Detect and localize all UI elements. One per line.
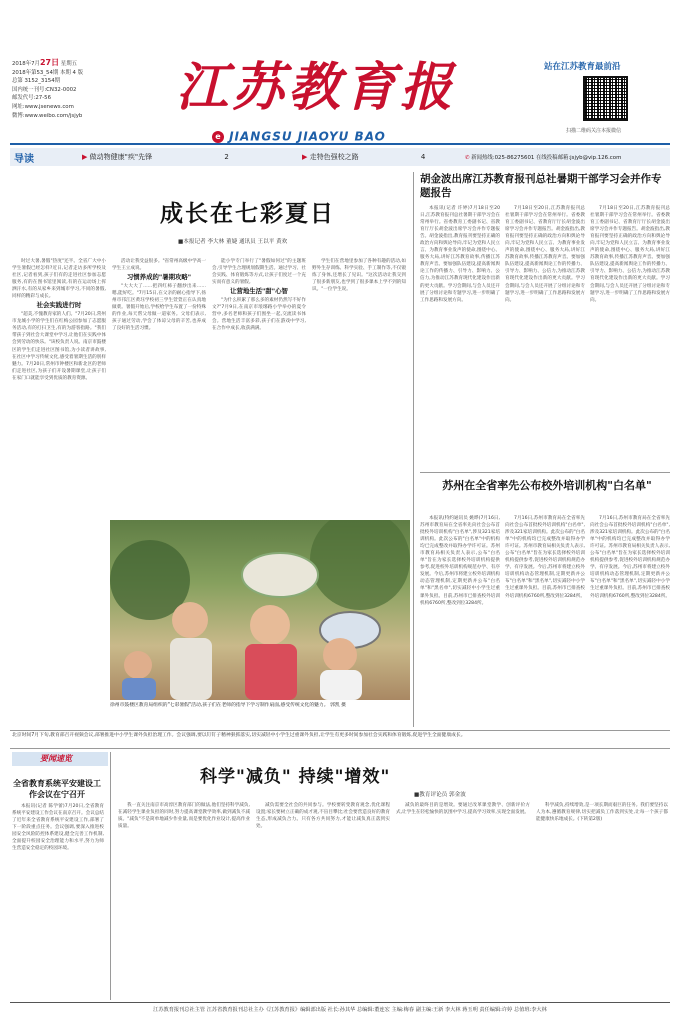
guide-bar <box>10 148 670 166</box>
footer-credits: 江苏教育报刊总社主管 江苏省教育报刊总社主办《江苏教育报》编辑部出版 社长:孙其华 总编辑:董连宏 主编:梅春 副主编:王新 李大林 蒋玉明 责任编辑:许婷 总值班:李大林 <box>153 1007 547 1013</box>
post-code: 邮发代号:27-56 <box>12 95 52 102</box>
arrow-icon: ▶ <box>302 153 308 161</box>
issue-total: 总第 3152_3154期 <box>12 78 61 85</box>
side2-column-1: 本报讯(特约通讯员 姚晔)7月16日,苏州市教育局在全省率先向社会公布首批校外培训机构"白名单",涉及321家培训机构。此次公布的"白名单"中的机构均已完成整改并取得办学许可证。苏州市教育局相关负责人表示,公布"白名单"旨在为家长选择校外培训机构提供参考,促进校外培训机构规范办学、有序发展。今后,苏州市将建立校外培训机构动态管理机制,定期更新并公布"白名单"和"黑名单",切实减轻中小学生过重课外负担。目前,苏州市已排查校外培训机构6760所,整改到位3284所。 <box>420 516 500 606</box>
arrow-icon: ▶ <box>82 153 88 161</box>
newspaper-logo <box>176 58 476 118</box>
ticker-text: 北京时间7月下旬,教育部召开视频会议,部署推进中小学生课外负担治理工作。会议强调,要以钉钉子精神狠抓落实,切实减轻中小学生过重课外负担,让学生有更多时间参加社会实践和体育锻炼,促进学生全面健康成长。 <box>12 733 466 738</box>
lead-column-4: 学生们在营地里参加了各种有趣的活动,如野外生存训练、科学实验、手工制作等,不仅锻炼了身体,还增长了见识。"这次活动让我交到了很多新朋友,也学到了很多课本上学不到的知识。"一位学生说。 <box>312 259 406 293</box>
lead-byline: ■本报记者 李大林 董婕 通讯员 王以平 黄欢 <box>178 239 288 245</box>
section-tag-box <box>12 752 108 766</box>
pinyin-line <box>212 126 386 144</box>
side1-headline: 胡金波出席江苏教育报刊总社暑期干部学习会并作专题报告 <box>420 173 662 199</box>
masthead-divider <box>10 143 670 145</box>
lead-headline: 成长在七彩夏日 <box>160 200 335 227</box>
issue-line: 2018年第53_54期 本期 4 版 <box>12 69 84 76</box>
side2-headline: 苏州在全省率先公布校外培训机构"白名单" <box>442 479 652 492</box>
bottom-column-1: 我一直关注南京市高淳区教育部门的做法,他们坚持科学减负,在减轻学生课业负担的同时,努力提高课堂教学效率,做到减负不减质。"减负"不是简单地减少作业量,而是要优化作业设计,提高作业质量。 <box>118 803 250 830</box>
qr-caption: 扫描二维码关注本报微信 <box>566 128 622 134</box>
lead-column-1: 时过大暑,暑假"热度"还半。全省广大中小学生暑假已经怎样?近日,记者走访多所学校及社区,记者看到,孩子们有的走进社区参加志愿服务,有的在图书馆里阅读,有的在运动场上挥洒汗水,有的从家乡来到城市学习,不同的暑假,同样的精彩与成长。 社会实践进行时 "超美,不愧教育家的人们。"7月20日,常州市龙城小学的学生们在红梅公园参加了志愿服务活动,有的打扫卫生,有的为游客指路。"我们带孩子到社会大课堂中学习,让他们在实践中体会到劳动的快乐。"该校负责人说。南京市鼓楼区的学生们走进社区图书馆,为小读者讲故事,在社区中学习传统文化,感受着暑期生活的别样魅力。7月20日,常州市钟楼区和新北区的老师们走进社区,为孩子们开设暑期课堂,让孩子们在家门口就能享受到优质的教育资源。 <box>12 259 106 381</box>
bottom-column-divider <box>110 752 111 1000</box>
ticker-top-rule <box>10 730 670 731</box>
side1-column-2: 7月18日至20日,江苏教育报刊总社暑期干部学习会在常州举行。省委教育工委副书记、省教育厅厅长胡金波出席学习会并作专题报告。胡金波指出,教育报刊要坚持正确的政治方向和舆论导向,牢记为党和人民立言、为教育事业发声的使命,围绕中心、服务大局,讲好江苏教育故事,传播江苏教育声音。要加强队伍建设,提高新闻舆论工作的传播力、引导力、影响力、公信力,为推动江苏教育现代化建设作出新的更大贡献。学习会期间,与会人员还开展了分组讨论和专题学习,进一步明确了工作思路和发展方向。 <box>505 206 585 303</box>
lead-column-3: 能小学专门举行了"暑假如何过"的主题班会,引导学生合理规划假期生活。通过学习、社会实践、体育锻炼等方式,让孩子们度过一个充实而有意义的暑假。 让营地生活"甜"心智 "为什么积累了那么多的素材仍然写不好作文?"7月9日,在南京市琅琊路小学举办的夏令营中,多名老师和孩子们围坐一起,交流读书体会。营地生活丰富多彩,孩子们在游戏中学习,在合作中成长,收获满满。 <box>212 259 306 332</box>
bottom-column-3: 减负的最终目的是增效。要通过改革课堂教学、创新评价方式,让学生在轻松愉快的氛围中学习,提高学习效率,实现全面发展。 <box>396 803 530 816</box>
pinyin-title: JIANGSU JIAOYU BAO <box>229 129 386 144</box>
website-link[interactable]: 网址:www.jsenews.com <box>12 103 74 110</box>
bottom-column-2: 减负需要全社会的共同参与。学校要转变教育观念,优化课程设置;家长要树立正确的成才观,不盲目攀比;社会要营造良好的教育生态,形成减负合力。只有各方共同努力,才能让减负真正落到实处。 <box>256 803 390 830</box>
leftnews-headline: 全省教育系统平安建设工作会议在宁召开 <box>13 779 101 799</box>
side2-column-3: 7月16日,苏州市教育局在全省率先向社会公布首批校外培训机构"白名单",涉及321家培训机构。此次公布的"白名单"中的机构均已完成整改并取得办学许可证。苏州市教育局相关负责人表示,公布"白名单"旨在为家长选择校外培训机构提供参考,促进校外培训机构规范办学、有序发展。今后,苏州市将建立校外培训机构动态管理机制,定期更新并公布"白名单"和"黑名单",切实减轻中小学生过重课外负担。目前,苏州市已排查校外培训机构6760所,整改到位3284所。 <box>590 516 670 599</box>
side2-column-2: 7月16日,苏州市教育局在全省率先向社会公布首批校外培训机构"白名单",涉及321家培训机构。此次公布的"白名单"中的机构均已完成整改并取得办学许可证。苏州市教育局相关负责人表示,公布"白名单"旨在为家长选择校外培训机构提供参考,促进校外培训机构规范办学、有序发展。今后,苏州市将建立校外培训机构动态管理机制,定期更新并公布"白名单"和"黑名单",切实减轻中小学生过重课外负担。目前,苏州市已排查校外培训机构6760所,整改到位3284所。 <box>505 516 585 599</box>
masthead-meta <box>12 59 162 120</box>
slogan: 站在江苏教育最前沿 <box>544 62 621 72</box>
lead-column-2: 活动让我受益很多。"省常州高级中学高一学生王立成说。 习惯养成的"暑期攻略" "大大大了……把四红柿子翻炒出来……嗯,能好吃。"7月15日,在父亲的耐心指导下,扬州市邗江区黄珏学校初三学生萱萱正在认真地做菜。暑假开始后,学校给学生布置了一份特殊的作业,每天帮父母做一道家务。父母们表示,孩子通过劳动,学会了体谅父母的辛苦,也养成了良好的生活习惯。 <box>112 259 206 332</box>
side1-column-1: 本报讯(记者 许婷)7月18日至20日,江苏教育报刊总社暑期干部学习会在常州举行。省委教育工委副书记、省教育厅厅长胡金波出席学习会并作专题报告。胡金波指出,教育报刊要坚持正确的政治方向和舆论导向,牢记为党和人民立言、为教育事业发声的使命,围绕中心、服务大局,讲好江苏教育故事,传播江苏教育声音。要加强队伍建设,提高新闻舆论工作的传播力、引导力、影响力、公信力,为推动江苏教育现代化建设作出新的更大贡献。学习会期间,与会人员还开展了分组讨论和专题学习,进一步明确了工作思路和发展方向。 <box>420 206 500 303</box>
bottom-byline: ■教育评论员 郭金波 <box>414 792 466 798</box>
issn: 国内统一刊号:CN32-0002 <box>12 86 77 93</box>
guide-label: 导读 <box>14 154 34 165</box>
column-divider <box>413 172 414 727</box>
section-subtitle: 习惯养成的"暑期攻略" <box>126 273 192 282</box>
children-fan-illustration <box>110 520 410 700</box>
side1-column-3: 7月18日至20日,江苏教育报刊总社暑期干部学习会在常州举行。省委教育工委副书记、省教育厅厅长胡金波出席学习会并作专题报告。胡金波指出,教育报刊要坚持正确的政治方向和舆论导向,牢记为党和人民立言、为教育事业发声的使命,围绕中心、服务大局,讲好江苏教育故事,传播江苏教育声音。要加强队伍建设,提高新闻舆论工作的传播力、引导力、影响力、公信力,为推动江苏教育现代化建设作出新的更大贡献。学习会期间,与会人员还开展了分组讨论和专题学习,进一步明确了工作思路和发展方向。 <box>590 206 670 303</box>
guide-item-1[interactable]: ▶ 做动物健康"疾"先锋 2 <box>82 153 229 161</box>
section-tag: 要闻速览 <box>40 754 72 763</box>
leftnews-body: 本报讯(记者 陈学蕾)7月20日,全省教育系统平安建设工作会议在南京召开。会议总结了近年来全省教育系统平安建设工作,部署了下一阶段重点任务。会议强调,要深入推进校园安全风险防控体系建设,健全完善工作机制,全面提升校园安全治理能力和水平,努力为师生营造安全稳定的校园环境。 <box>12 804 104 852</box>
bottom-column-4: 科学减负,持续增效,是一项长期而艰巨的任务。我们要坚持以人为本,遵循教育规律,切实把减负工作落到实处,让每一个孩子都能健康快乐地成长。(下转第2版) <box>536 803 668 823</box>
contact-line: ✆ 新闻热线:025-86275601 在线投稿邮箱:jsjyb@vip.126.com <box>465 155 622 161</box>
weibo-link[interactable]: 微博:www.weibo.com/jsjyb <box>12 112 83 119</box>
lead-photo[interactable] <box>110 520 410 700</box>
newspaper-title: 江苏教育报 <box>176 57 457 118</box>
phone-icon: ✆ <box>465 155 470 161</box>
bottom-headline: 科学"减负" 持续"增效" <box>200 767 391 787</box>
logo-e-icon: e <box>212 131 224 143</box>
wechat-qr-code[interactable] <box>583 76 628 121</box>
section-subtitle: 让营地生活"甜"心智 <box>230 287 288 296</box>
section-subtitle: 社会实践进行时 <box>36 301 82 310</box>
photo-caption: 徐州市鼓楼区教育局组织的"七彩暑假"活动,孩子们在老师的指导下学习制作扇面,感受传统文化的魅力。 郭凯 摄 <box>110 703 346 708</box>
photo-credit: 郭凯 摄 <box>330 703 346 708</box>
guide-item-2[interactable]: ▶ 走特色强校之路 4 <box>302 153 426 161</box>
footer-rule <box>10 1002 670 1003</box>
ticker-bottom-rule <box>10 748 670 749</box>
issue-date: 2018年7月27日 星期五 <box>12 58 77 67</box>
side-divider <box>420 472 670 473</box>
